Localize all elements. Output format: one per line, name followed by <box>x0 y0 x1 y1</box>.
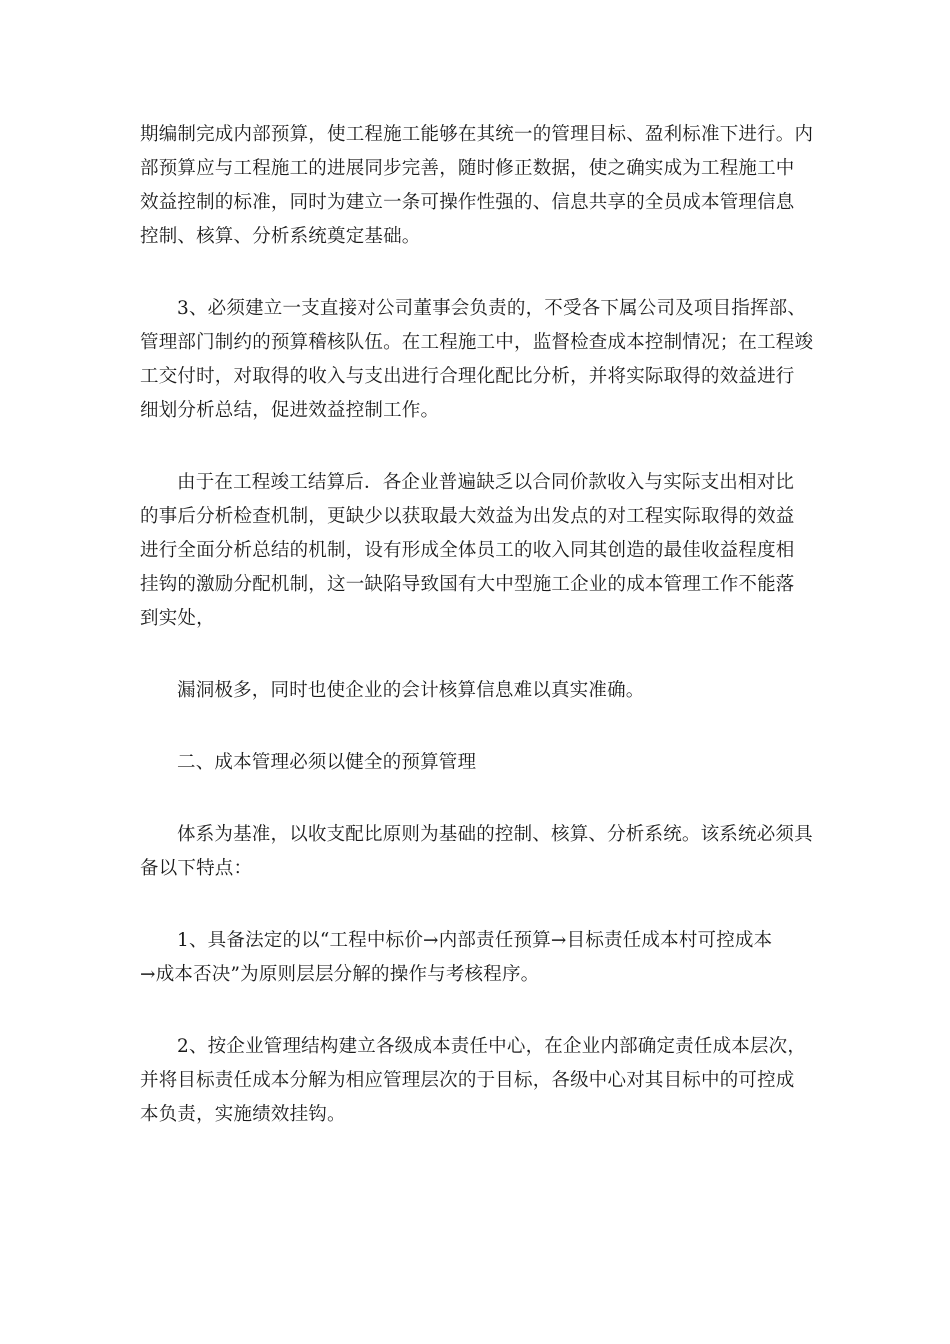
paragraph-line: 二、成本管理必须以健全的预算管理 <box>177 752 477 773</box>
paragraph-line: 控制、核算、分析系统奠定基础。 <box>140 226 421 247</box>
paragraph-line: 部预算应与工程施工的进展同步完善，随时修正数据，使之确实成为工程施工中 <box>140 158 795 179</box>
paragraph-line: 漏洞极多，同时也使企业的会计核算信息难以真实准确。 <box>177 680 645 701</box>
paragraph-7 <box>140 924 815 992</box>
paragraph-line: 3、必须建立一支直接对公司董事会负责的，不受各下属公司及项目指挥部、 <box>177 298 807 319</box>
paragraph-line: 的事后分析检查机制，更缺少以获取最大效益为出发点的对工程实际取得的效益 <box>140 506 795 527</box>
paragraph-line: 并将目标责任成本分解为相应管理层次的于目标，各级中心对其目标中的可控成 <box>140 1070 795 1091</box>
paragraph-1 <box>140 118 815 254</box>
paragraph-3 <box>140 466 815 636</box>
paragraph-line: 到实处， <box>140 608 215 629</box>
paragraph-line: 由于在工程竣工结算后．各企业普遍缺乏以合同价款收入与实际支出相对比 <box>177 472 795 493</box>
paragraph-4 <box>140 674 815 708</box>
document-body <box>140 118 815 1170</box>
paragraph-2 <box>140 292 815 428</box>
paragraph-6 <box>140 818 815 886</box>
paragraph-line: 备以下特点： <box>140 858 253 879</box>
paragraph-line: 体系为基准，以收支配比原则为基础的控制、核算、分析系统。该系统必须具 <box>177 824 813 845</box>
paragraph-line: 2、按企业管理结构建立各级成本责任中心，在企业内部确定责任成本层次， <box>177 1036 807 1057</box>
paragraph-8 <box>140 1030 815 1132</box>
section-heading <box>140 746 815 780</box>
paragraph-line: 效益控制的标准，同时为建立一条可操作性强的、信息共享的全员成本管理信息 <box>140 192 795 213</box>
paragraph-line: 进行全面分析总结的机制，设有形成全体员工的收入同其创造的最佳收益程度相 <box>140 540 795 561</box>
paragraph-line: 本负责，实施绩效挂钩。 <box>140 1104 346 1125</box>
paragraph-line: 工交付时，对取得的收入与支出进行合理化配比分析，并将实际取得的效益进行 <box>140 366 795 387</box>
paragraph-line: 管理部门制约的预算稽核队伍。在工程施工中，监督检查成本控制情况；在工程竣 <box>140 332 814 353</box>
paragraph-line: 1、具备法定的以“工程中标价→内部责任预算→目标责任成本村可控成本 <box>177 930 773 951</box>
paragraph-line: 挂钩的激励分配机制，这一缺陷导致国有大中型施工企业的成本管理工作不能落 <box>140 574 795 595</box>
paragraph-line: 期编制完成内部预算，使工程施工能够在其统一的管理目标、盈利标准下进行。内 <box>140 124 814 145</box>
paragraph-line: 细划分析总结，促进效益控制工作。 <box>140 400 440 421</box>
paragraph-line: →成本否决”为原则层层分解的操作与考核程序。 <box>140 964 540 985</box>
